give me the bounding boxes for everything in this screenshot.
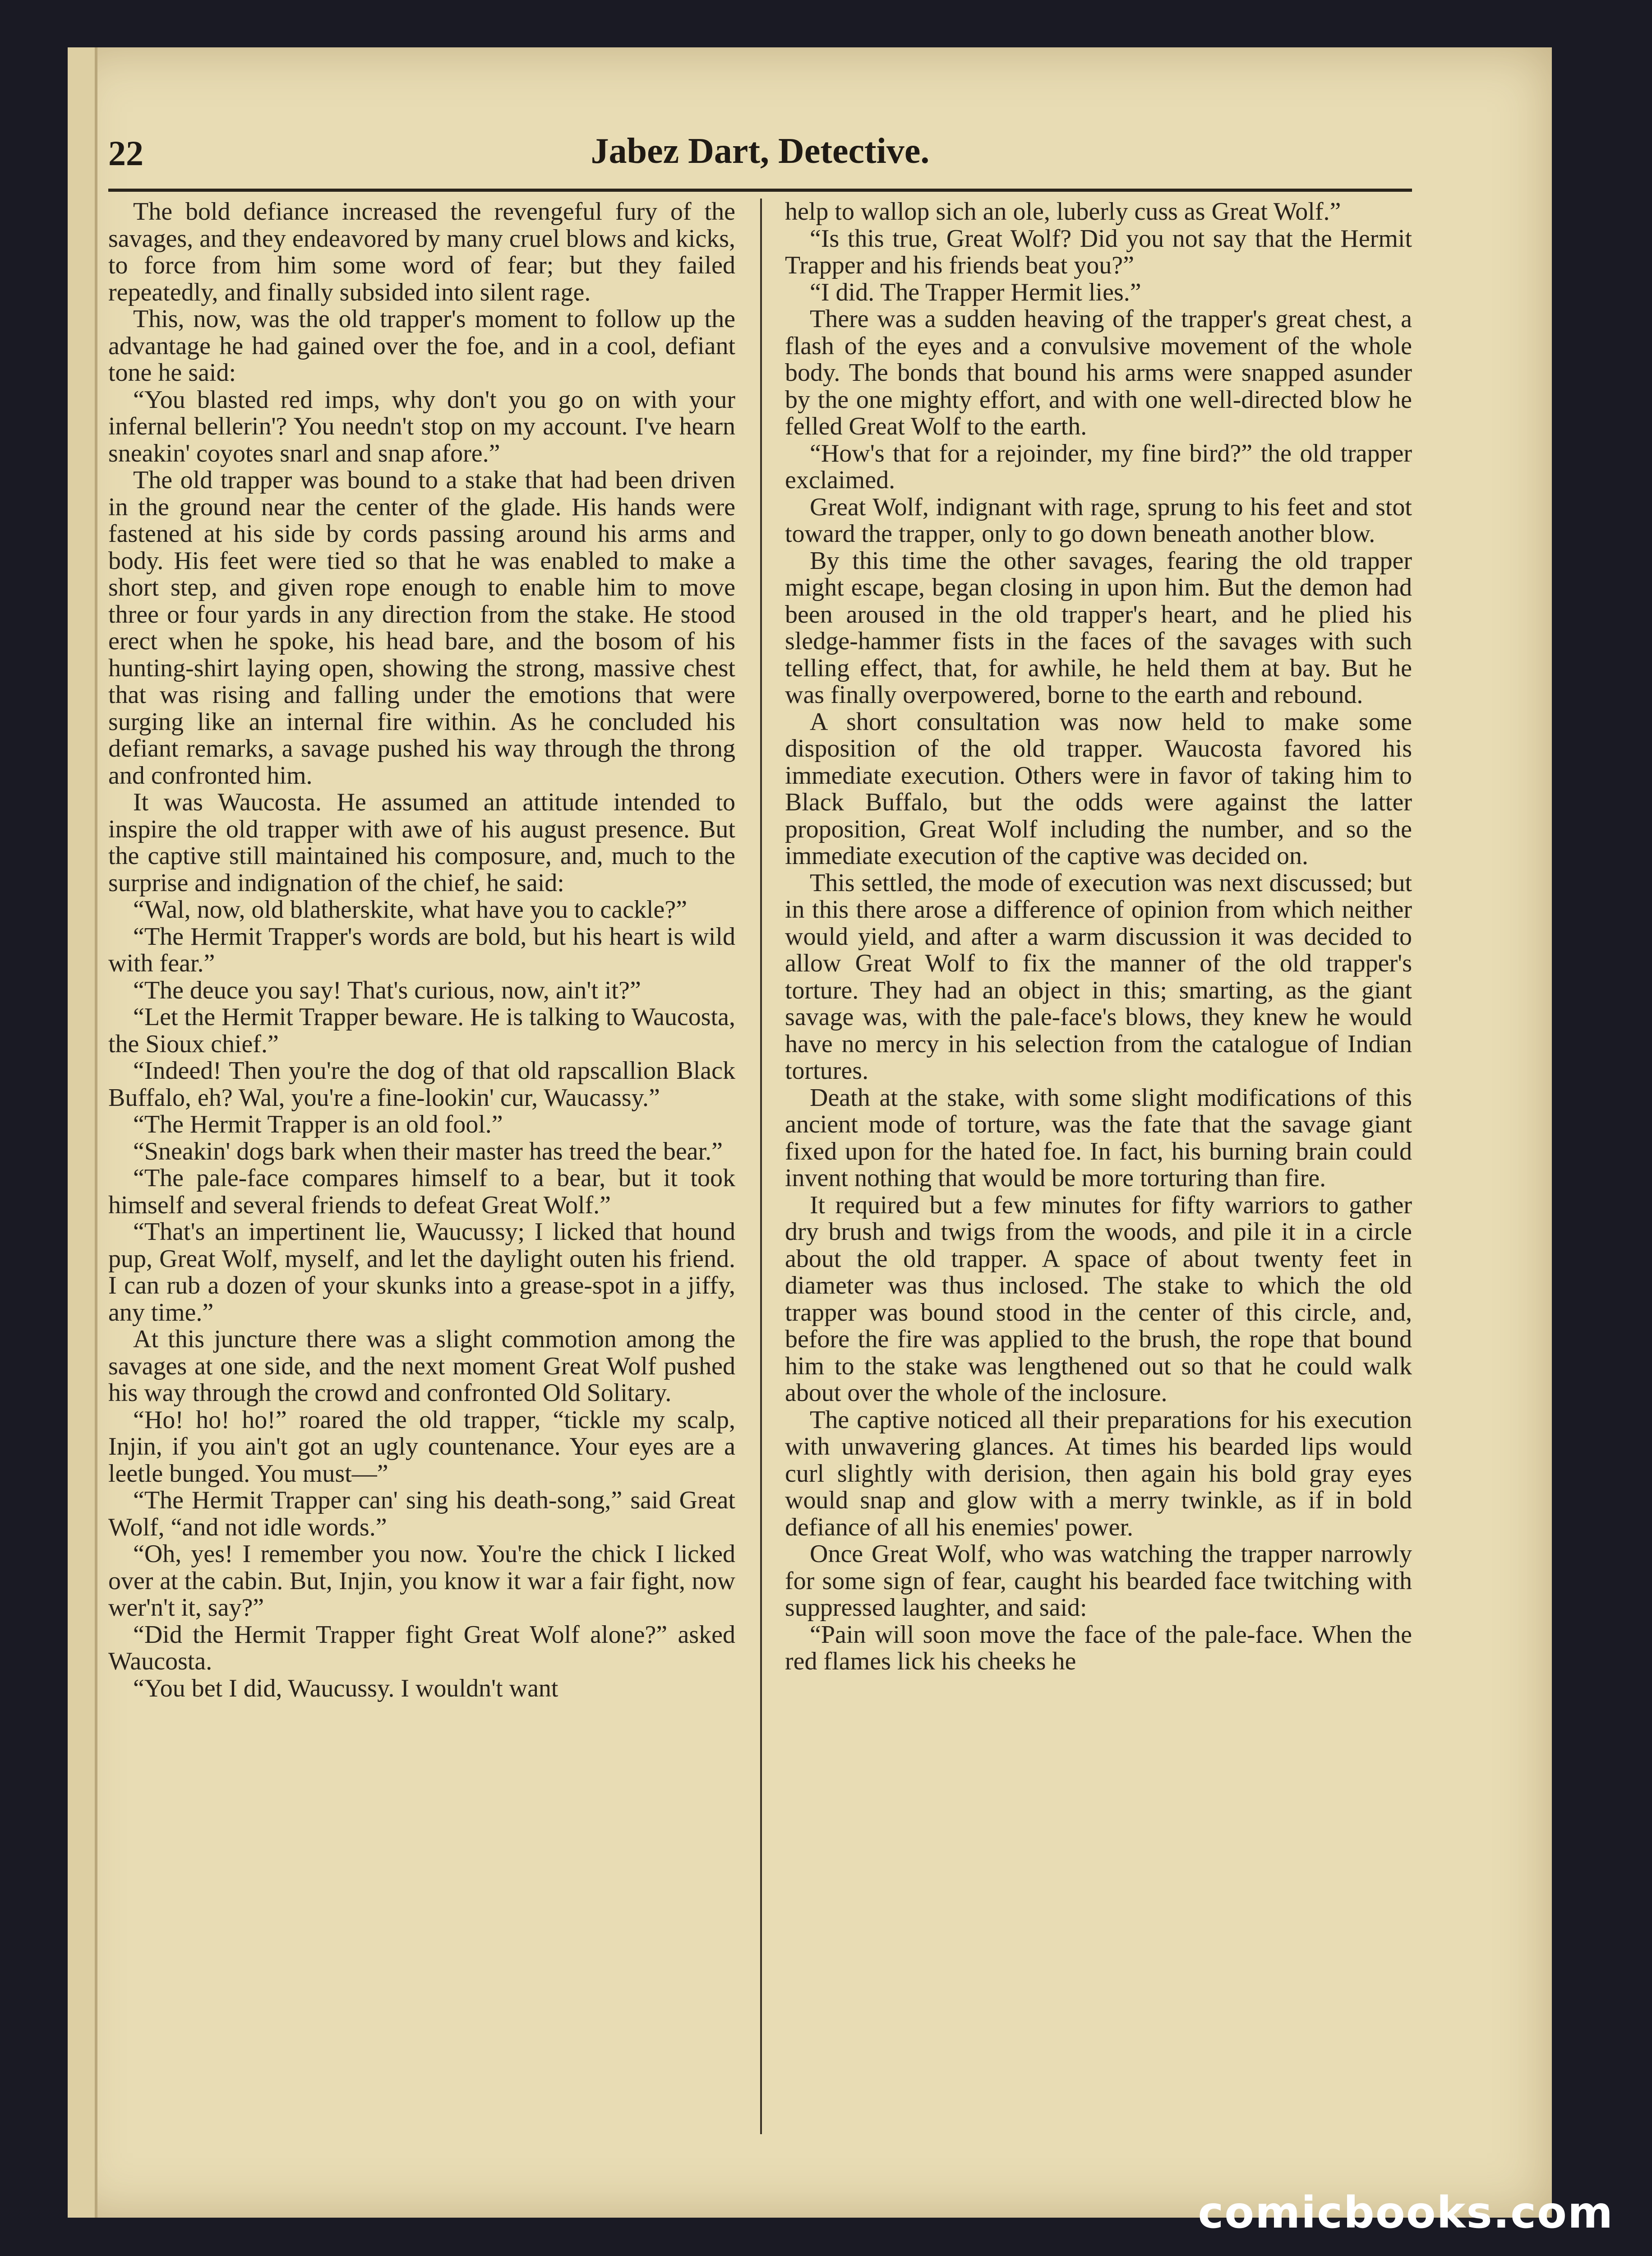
paragraph: “How's that for a rejoinder, my fine bird?” the old trapper exclaimed.	[785, 439, 1412, 494]
paragraph: “Ho! ho! ho!” roared the old trapper, “tickle my scalp, Injin, if you ain't got an ugly countenance. Your eyes are a leetle bunged. You must—”	[108, 1405, 735, 1488]
paragraph: “The Hermit Trapper can' sing his death-song,” said Great Wolf, “and not idle words.”	[108, 1486, 735, 1541]
paragraph: It was Waucosta. He assumed an attitude intended to inspire the old trapper with awe of his august presence. But the captive still maintained his composure, and, much to the surprise and indignation of the chief, he said:	[108, 788, 735, 897]
page-binding-edge	[68, 47, 97, 2218]
paragraph: “Let the Hermit Trapper beware. He is talking to Waucosta, the Sioux chief.”	[108, 1003, 735, 1058]
paragraph: “Indeed! Then you're the dog of that old rapscallion Black Buffalo, eh? Wal, you're a fine-lookin' cur, Waucassy.”	[108, 1057, 735, 1112]
paragraph: The captive noticed all their preparations for his execution with unwavering glances. At times his bearded lips would curl slightly with derision, then again his bold gray eyes would snap and glow with a merry twinkle, as if in bold defiance of all his enemies' power.	[785, 1405, 1412, 1541]
paragraph: “Is this true, Great Wolf? Did you not say that the Hermit Trapper and his friends beat you?”	[785, 224, 1412, 279]
paragraph: “Wal, now, old blatherskite, what have you to cackle?”	[133, 896, 688, 924]
paragraph: “Did the Hermit Trapper fight Great Wolf alone?” asked Waucosta.	[108, 1620, 735, 1675]
paragraph: “The pale-face compares himself to a bear, but it took himself and several friends to defeat Great Wolf.”	[108, 1164, 735, 1219]
paragraph: Death at the stake, with some slight modifications of this ancient mode of torture, was the fate that the savage giant fixed upon for the hated foe. In fact, his burning brain could invent nothing that would be more torturing than fire.	[785, 1083, 1412, 1192]
paragraph: A short consultation was now held to make some disposition of the old trapper. Waucosta favored his immediate execution. Others were in favor of taking him to Black Buffalo, but the odds were against the latter proposition, Great Wolf including the number, and so the immediate execution of the captive was decided on.	[785, 707, 1412, 870]
paragraph: Once Great Wolf, who was watching the trapper narrowly for some sign of fear, caught his bearded face twitching with suppressed laughter, and said:	[785, 1540, 1412, 1622]
column-divider	[760, 199, 762, 2134]
paragraph: The bold defiance increased the revengeful fury of the savages, and they endeavored by many cruel blows and kicks, to force from him some word of fear; but they failed repeatedly, and finally subsided into silent rage.	[108, 199, 735, 306]
header-rule	[108, 189, 1412, 192]
paragraph: The old trapper was bound to a stake that had been driven in the ground near the center of the glade. His hands were fastened at his side by cords passing around his arms and body. His feet were tied so that he was enabled to make a short step, and given rope enough to enable him to move three or four yards in any direction from the stake. He stood erect when he spoke, his head bare, and the bosom of his hunting-shirt laying open, showing the strong, massive chest that was rising and falling under the emotions that were surging like an internal fire within. As he concluded his defiant remarks, a savage pushed his way through the throng and confronted him.	[108, 466, 735, 790]
page-number: 22	[108, 134, 143, 173]
paragraph: “The Hermit Trapper's words are bold, but his heart is wild with fear.”	[108, 922, 735, 977]
running-title: Jabez Dart, Detective.	[591, 131, 930, 171]
left-column	[108, 199, 735, 2134]
paragraph: “You bet I did, Waucussy. I wouldn't want	[133, 1674, 558, 1702]
paragraph: There was a sudden heaving of the trapper's great chest, a flash of the eyes and a convulsive movement of the whole body. The bonds that bound his arms were snapped asunder by the one mighty effort, and with one well-directed blow he felled Great Wolf to the earth.	[785, 305, 1412, 440]
paragraph: At this juncture there was a slight commotion among the savages at one side, and the next moment Great Wolf pushed his way through the crowd and confronted Old Solitary.	[108, 1325, 735, 1407]
paragraph: This, now, was the old trapper's moment to follow up the advantage he had gained over the foe, and in a cool, defiant tone he said:	[108, 305, 735, 387]
paragraph: This settled, the mode of execution was next discussed; but in this there arose a difference of opinion from which neither would yield, and after a warm discussion it was decided to allow Great Wolf to fix the manner of the old trapper's torture. They had an object in this; smarting, as the giant savage was, with the pale-face's blows, they knew he would have no mercy in his selection from the catalogue of Indian tortures.	[785, 869, 1412, 1085]
paragraph: Great Wolf, indignant with rage, sprung to his feet and stot toward the trapper, only to go down beneath another blow.	[785, 493, 1412, 548]
page-header	[108, 104, 1412, 185]
paragraph: “The deuce you say! That's curious, now, ain't it?”	[133, 976, 641, 1004]
paragraph: “I did. The Trapper Hermit lies.”	[810, 278, 1141, 306]
paragraph: “You blasted red imps, why don't you go on with your infernal bellerin'? You needn't stop on my account. I've hearn sneakin' coyotes snarl and snap afore.”	[108, 385, 735, 467]
right-column	[785, 199, 1412, 2134]
paragraph: It required but a few minutes for fifty warriors to gather dry brush and twigs from the woods, and pile it in a circle about the old trapper. A space of about twenty feet in diameter was thus inclosed. The stake to which the old trapper was bound stood in the center of this circle, and, before the fire was applied to the brush, the rope that bound him to the stake was lengthened out so that he could walk about over the whole of the inclosure.	[785, 1191, 1412, 1407]
paragraph: “That's an impertinent lie, Waucussy; I licked that hound pup, Great Wolf, myself, and let the daylight outen his friend. I can rub a dozen of your skunks into a grease-spot in a jiffy, any time.”	[108, 1218, 735, 1327]
paragraph: “Sneakin' dogs bark when their master has treed the bear.”	[133, 1137, 723, 1165]
paragraph: “Pain will soon move the face of the pale-face. When the red flames lick his cheeks he	[785, 1620, 1412, 1675]
paragraph: By this time the other savages, fearing the old trapper might escape, began closing in upon him. But the demon had been aroused in the old trapper's heart, and he plied his sledge-hammer fists in the faces of the savages with such telling effect, that, for awhile, he held them at bay. But he was finally overpowered, borne to the earth and rebound.	[785, 546, 1412, 709]
paragraph: “The Hermit Trapper is an old fool.”	[133, 1110, 503, 1138]
paragraph: “Oh, yes! I remember you now. You're the chick I licked over at the cabin. But, Injin, you know it war a fair fight, now wer'n't it, say?”	[108, 1540, 735, 1622]
paragraph: help to wallop sich an ole, luberly cuss as Great Wolf.”	[785, 199, 1341, 226]
watermark-text: comicbooks.com	[1198, 2187, 1614, 2238]
